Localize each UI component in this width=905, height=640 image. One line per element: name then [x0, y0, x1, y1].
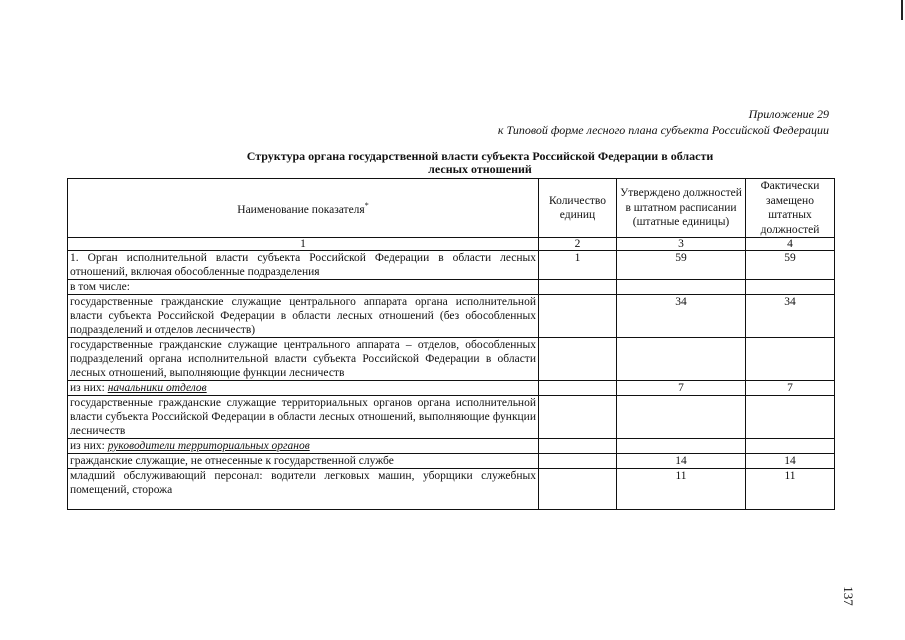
row-actual [746, 280, 835, 295]
row-count [539, 338, 617, 381]
row-actual: 11 [746, 469, 835, 510]
row-actual: 7 [746, 381, 835, 396]
row-count [539, 454, 617, 469]
header-name: Наименование показателя* [68, 179, 539, 238]
table-row [68, 396, 835, 439]
title-line-2: лесных отношений [428, 162, 532, 176]
column-number: 1 [68, 238, 539, 251]
row-actual [746, 439, 835, 454]
row-label: гражданские служащие, не отнесенные к государственной службе [68, 454, 539, 469]
row-count [539, 280, 617, 295]
row-label: государственные гражданские служащие территориальных органов органа исполнительной власти субъекта Российской Федерации в области лесных отношений, выполняющие функции лесничеств [68, 396, 539, 439]
table-row [68, 338, 835, 381]
row-approved [617, 439, 746, 454]
row-approved [617, 338, 746, 381]
page-number: 137 [840, 586, 856, 606]
row-approved: 59 [617, 251, 746, 280]
row-label: из них: начальники отделов [68, 381, 539, 396]
column-number: 4 [746, 238, 835, 251]
scan-edge-mark [901, 0, 903, 20]
table-row [68, 381, 835, 396]
table-row [68, 454, 835, 469]
row-actual [746, 396, 835, 439]
column-number: 3 [617, 238, 746, 251]
row-actual: 34 [746, 295, 835, 338]
row-approved [617, 396, 746, 439]
appendix-line-1: Приложение 29 [748, 107, 829, 121]
table-row [68, 469, 835, 510]
table-row [68, 251, 835, 280]
row-actual [746, 338, 835, 381]
row-count [539, 295, 617, 338]
row-count [539, 439, 617, 454]
table-row [68, 439, 835, 454]
row-label: в том числе: [68, 280, 539, 295]
row-approved: 14 [617, 454, 746, 469]
row-label: 1. Орган исполнительной власти субъекта Российской Федерации в области лесных отношений, включая обособленные подразделения [68, 251, 539, 280]
title-line-1: Структура органа государственной власти субъекта Российской Федерации в области [246, 149, 714, 163]
row-count [539, 396, 617, 439]
appendix-note [498, 106, 829, 138]
document-title [150, 150, 810, 176]
column-number-row [68, 238, 835, 251]
structure-table [67, 178, 835, 510]
row-approved: 34 [617, 295, 746, 338]
row-label: государственные гражданские служащие центрального аппарата органа исполнительной власти субъекта Российской Федерации в области лесных отношений (без обособленных подразделений и отделов лесничеств) [68, 295, 539, 338]
row-count: 1 [539, 251, 617, 280]
header-actual: Фактически замещено штатных должностей [746, 179, 835, 238]
row-actual: 59 [746, 251, 835, 280]
row-actual: 14 [746, 454, 835, 469]
row-approved: 7 [617, 381, 746, 396]
row-count [539, 381, 617, 396]
table-row [68, 280, 835, 295]
table-row [68, 295, 835, 338]
appendix-line-2: к Типовой форме лесного плана субъекта Российской Федерации [497, 123, 829, 137]
row-label: из них: руководители территориальных органов [68, 439, 539, 454]
row-label: младший обслуживающий персонал: водители легковых машин, уборщики служебных помещений, сторожа [68, 469, 539, 510]
row-label: государственные гражданские служащие центрального аппарата – отделов, обособленных подразделений органа исполнительной власти субъекта Российской Федерации в области лесных отношений, выполняющие функции лесничеств [68, 338, 539, 381]
header-count: Количество единиц [539, 179, 617, 238]
row-count [539, 469, 617, 510]
header-approved: Утверждено должностей в штатном расписании (штатные единицы) [617, 179, 746, 238]
table-header-row [68, 179, 835, 238]
row-approved: 11 [617, 469, 746, 510]
column-number: 2 [539, 238, 617, 251]
row-approved [617, 280, 746, 295]
